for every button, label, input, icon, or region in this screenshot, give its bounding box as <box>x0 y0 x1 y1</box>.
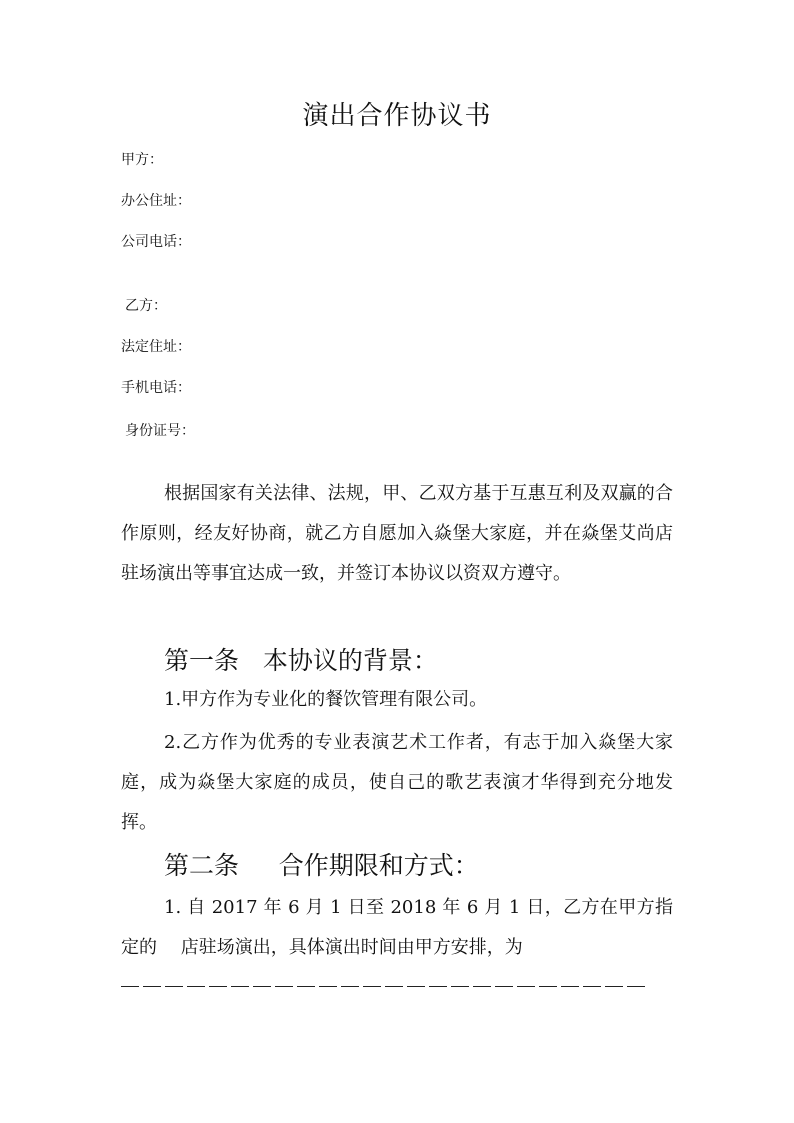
party-b-address-label: 法定住址： <box>121 339 191 355</box>
article2-item1 <box>121 888 673 968</box>
article2-number: 第二条 <box>164 851 240 880</box>
article2-title: 合作期限和方式： <box>278 851 479 880</box>
article1-number: 第一条 <box>164 646 240 675</box>
party-b-mobile-label: 手机电话： <box>121 380 191 396</box>
party-a-phone-label: 公司电话： <box>121 234 191 250</box>
party-a-address-label: 办公住址： <box>121 193 191 209</box>
document-title: 演出合作协议书 <box>302 101 492 131</box>
article2-heading <box>164 846 479 886</box>
article1-item1 <box>121 680 673 720</box>
party-a-label: 甲方： <box>121 152 163 168</box>
article1-item1-text: 1.甲方作为专业化的餐饮管理有限公司。 <box>164 689 488 710</box>
article1-item2 <box>121 723 673 843</box>
party-b-id-label: 身份证号： <box>125 423 195 439</box>
fill-in-blank-line <box>121 976 653 994</box>
article2-item1-text: 1. 自 2017 年 6 月 1 日至 2018 年 6 月 1 日，乙方在甲方指定的 店驻场演出，具体演出时间由甲方安排，为 <box>121 897 673 958</box>
party-b-label: 乙方： <box>125 298 167 314</box>
article1-title: 本协议的背景： <box>262 646 438 675</box>
article1-heading <box>164 641 438 681</box>
preamble-paragraph <box>121 474 673 594</box>
preamble-text: 根据国家有关法律、法规，甲、乙双方基于互惠互利及双赢的合作原则，经友好协商，就乙方自愿加入焱堡大家庭，并在焱堡艾尚店驻场演出等事宜达成一致，并签订本协议以资双方遵守。 <box>121 483 673 584</box>
article1-item2-text: 2.乙方作为优秀的专业表演艺术工作者，有志于加入焱堡大家庭，成为焱堡大家庭的成员，使自己的歌艺表演才华得到充分地发挥。 <box>121 732 673 833</box>
